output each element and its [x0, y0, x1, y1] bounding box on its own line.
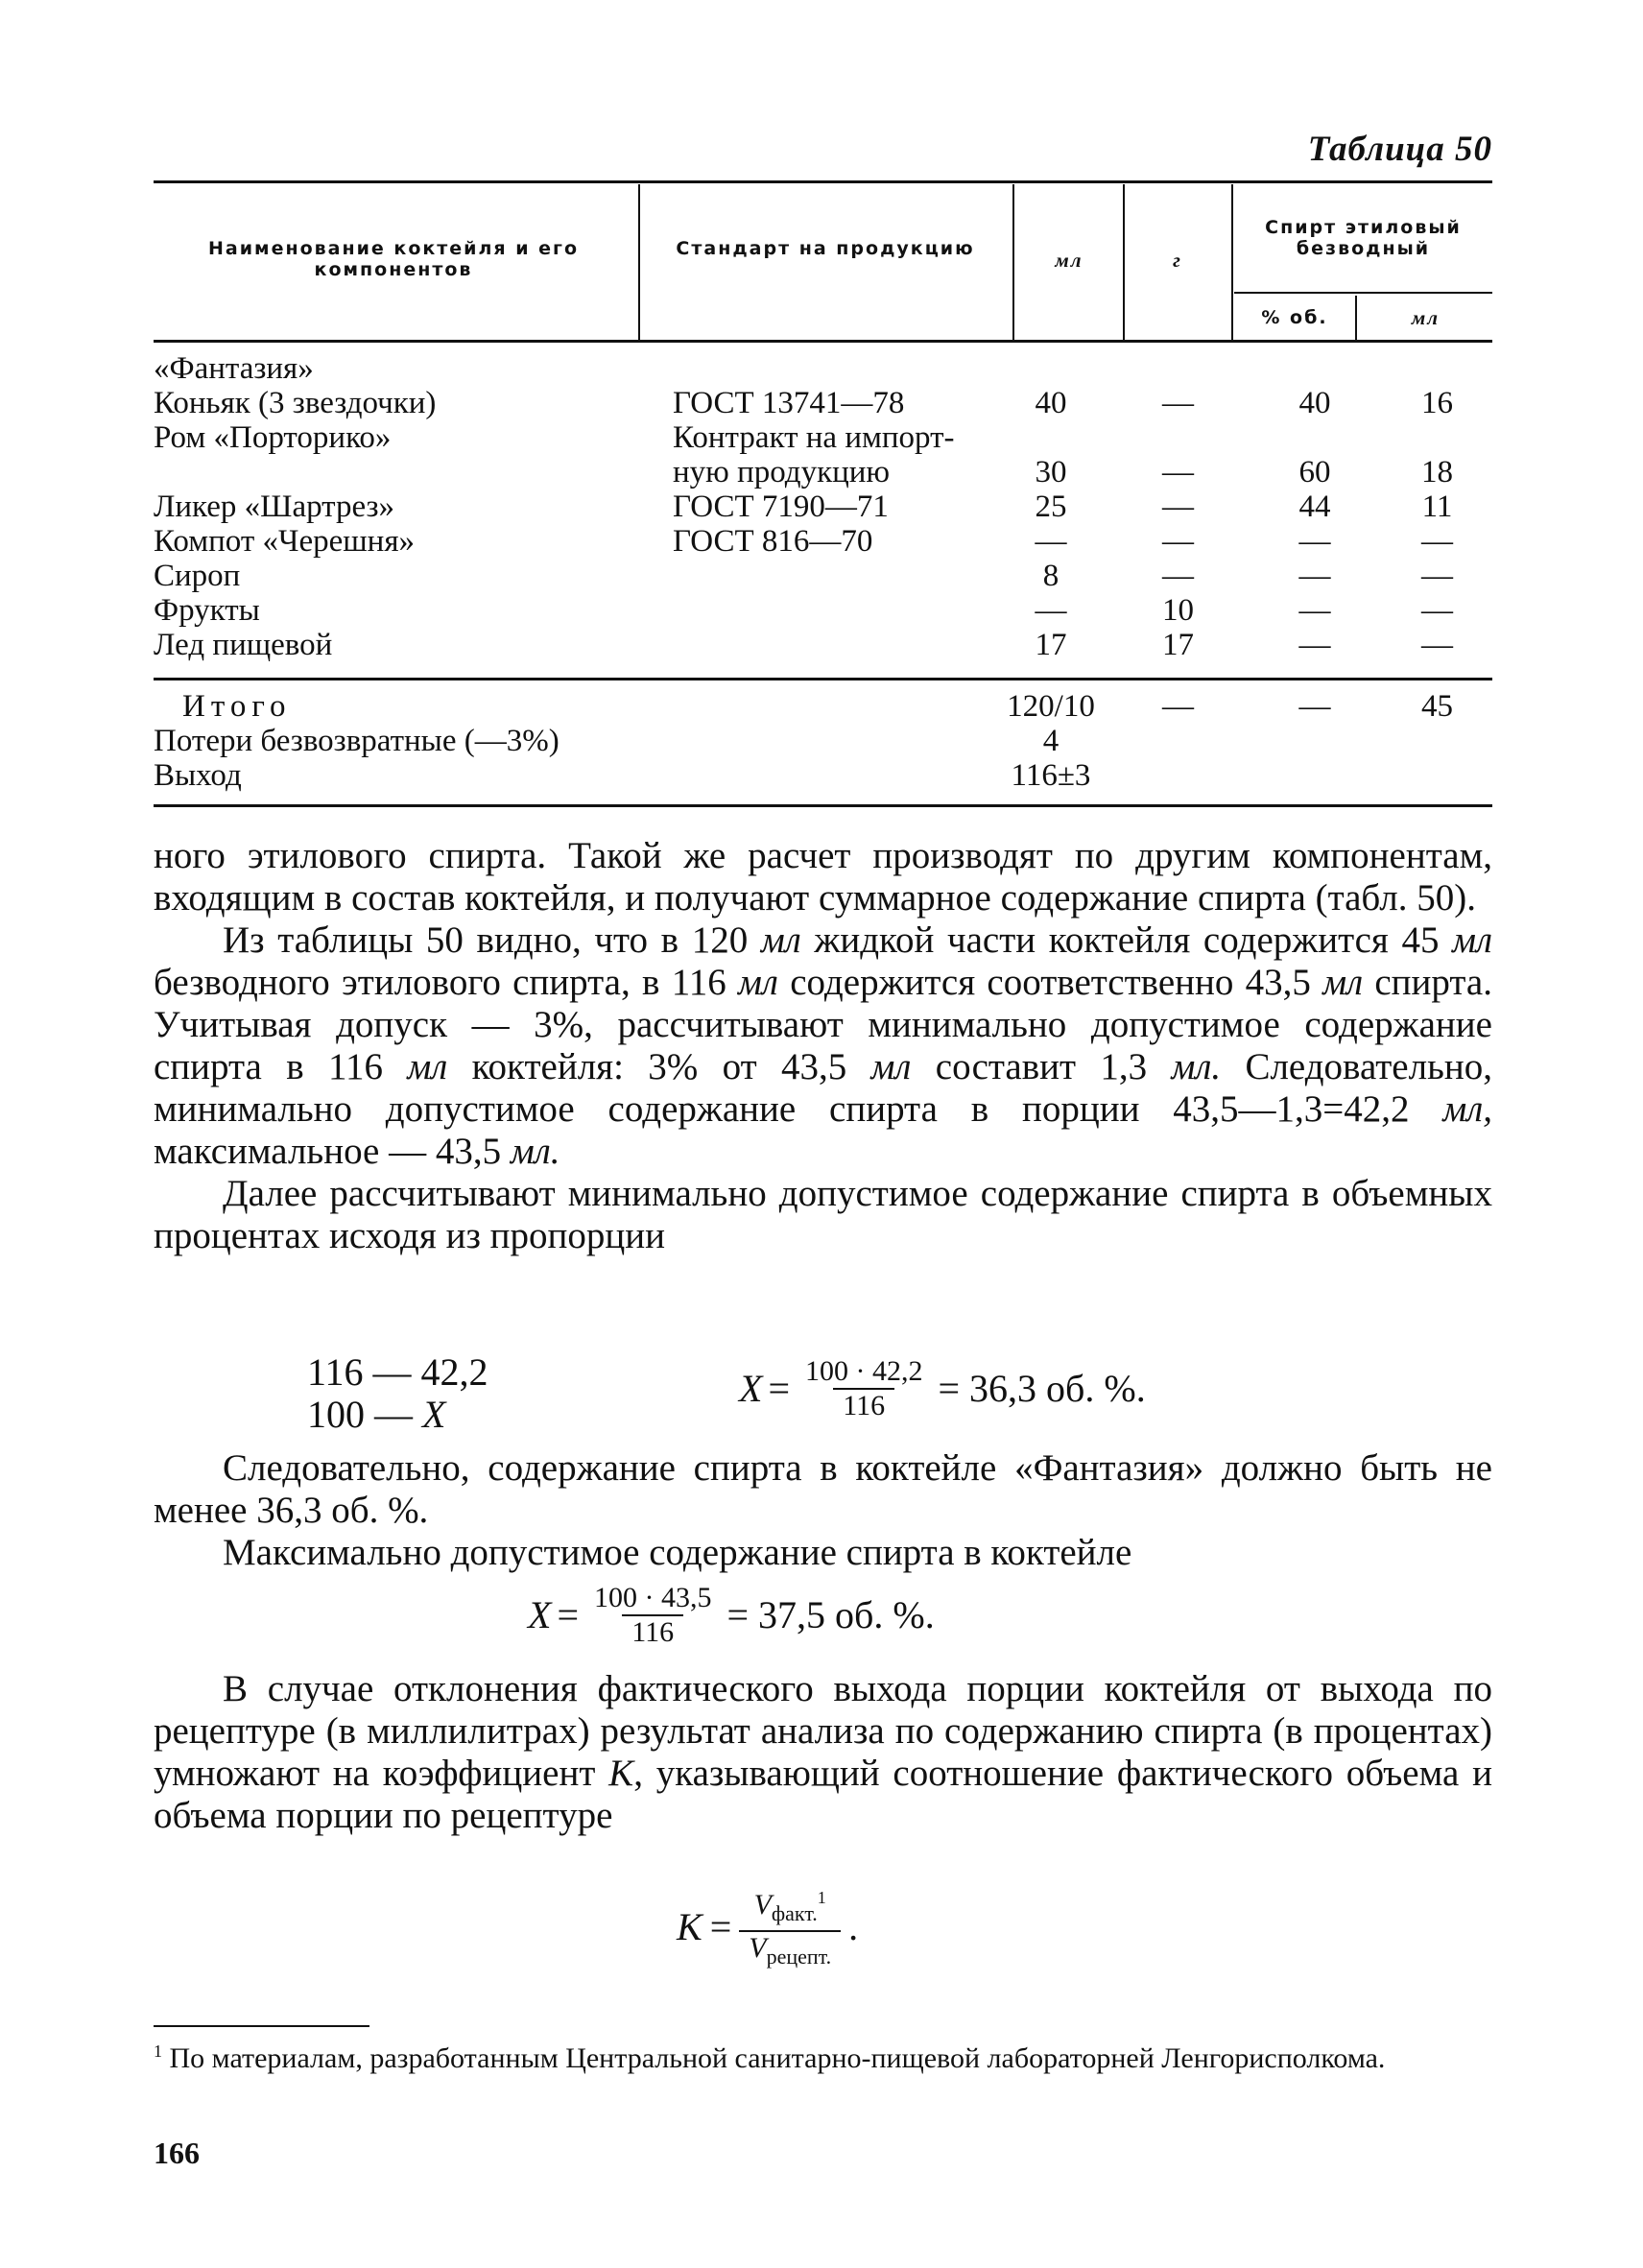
volume-symbol: V	[753, 1889, 772, 1921]
cell-standard: ную продукцию	[673, 455, 891, 489]
text-run: спирта. Учитывая допуск — 3%, рассчитывают минимально допустимое содержание спирта в 116	[154, 962, 1492, 1087]
unit-ml: мл,	[1442, 1088, 1492, 1130]
cell-spirit-pct: 60	[1298, 455, 1331, 489]
cell-name: Ликер «Шартрез»	[154, 489, 395, 524]
unit-ml: мл	[760, 919, 801, 961]
formula-result: = 36,3 об. %.	[938, 1367, 1146, 1410]
cell-name: Коньяк (3 звездочки)	[154, 386, 437, 420]
numerator	[745, 1881, 836, 1930]
cell-ml: 25	[1035, 489, 1067, 524]
footnote	[154, 2033, 1492, 2077]
header-ml: мл	[1055, 249, 1083, 272]
header-name: Наименование коктейля и его компонентов	[208, 238, 579, 280]
cell-spirit-ml: —	[1421, 524, 1453, 559]
variable-x: X	[528, 1593, 552, 1636]
body-text-2	[154, 1447, 1492, 1574]
footnote-mark: 1	[817, 1888, 826, 1907]
footnote-rule	[154, 2025, 369, 2027]
volume-symbol: V	[749, 1932, 767, 1964]
cell-ml: 40	[1035, 386, 1067, 420]
table-row	[154, 524, 1492, 559]
fraction	[739, 1881, 841, 1973]
equals-sign: =	[768, 1367, 790, 1410]
cell-spirit-pct: 40	[1298, 386, 1331, 420]
cell-spirit-pct: 44	[1298, 489, 1331, 524]
cell-standard: ГОСТ 816—70	[673, 524, 873, 559]
cell-ml: 120/10	[1007, 689, 1095, 724]
cell-spirit-ml: —	[1421, 593, 1453, 628]
denominator: 116	[622, 1614, 683, 1649]
cell-spirit-ml: 16	[1421, 386, 1453, 420]
cell-name: Сироп	[154, 559, 241, 593]
formula-min	[739, 1355, 1146, 1422]
header-divider	[638, 184, 640, 340]
body-text-3	[154, 1668, 1492, 1837]
paragraph-5: Максимально допустимое содержание спирта в коктейле	[223, 1532, 1132, 1573]
cell-ml: 4	[1042, 724, 1060, 758]
unit-ml: мл	[738, 962, 778, 1003]
cell-name: «Фантазия»	[154, 351, 314, 386]
text-run: максимальное — 43,5	[154, 1131, 511, 1172]
unit-ml: мл	[1322, 962, 1364, 1003]
cell-spirit-pct: —	[1298, 593, 1331, 628]
proportion-line-2	[307, 1394, 445, 1436]
table-row	[154, 420, 1492, 455]
cell-spirit-pct: —	[1298, 628, 1331, 662]
cell-spirit-pct: —	[1298, 689, 1331, 724]
header-sub-rule	[1234, 292, 1492, 294]
paragraph-6	[154, 1668, 1492, 1837]
unit-ml: мл	[870, 1046, 912, 1087]
cell-name: Ром «Порторико»	[154, 420, 392, 455]
unit-ml: мл	[1452, 919, 1492, 961]
cell-name: Фрукты	[154, 593, 260, 628]
cell-spirit-ml: 18	[1421, 455, 1453, 489]
header-bottom-rule	[154, 340, 1492, 343]
variable-x: X	[739, 1367, 763, 1410]
formula-result: = 37,5 об. %.	[726, 1593, 935, 1636]
cell-name: Потери безвозвратные (—3%)	[154, 724, 560, 758]
cell-standard: ГОСТ 13741—78	[673, 386, 905, 420]
header-spirit: Спирт этиловый безводный	[1265, 217, 1462, 259]
totals-row	[154, 689, 1492, 724]
variable-k: K	[677, 1905, 702, 1948]
table-row	[154, 489, 1492, 524]
variable-k: K	[608, 1753, 634, 1794]
table-row	[154, 455, 1492, 489]
totals-row	[154, 758, 1492, 793]
header-spirit-ml: мл	[1411, 306, 1441, 329]
header-spirit-pct: % об.	[1261, 307, 1328, 328]
equals-sign: =	[709, 1905, 732, 1948]
formula-k	[677, 1881, 858, 1973]
cell-spirit-ml: 11	[1421, 489, 1453, 524]
header-divider	[1355, 296, 1357, 340]
paragraph-2	[154, 919, 1492, 1173]
subscript: факт.	[771, 1901, 818, 1925]
cell-ml: 17	[1035, 628, 1067, 662]
text-run: жидкой части коктейля содержится 45	[800, 919, 1453, 961]
equals-sign: =	[557, 1593, 579, 1636]
unit-ml: мл	[407, 1046, 448, 1087]
text-run: безводного этилового спирта, в 116	[154, 962, 739, 1003]
table-caption: Таблица 50	[1307, 130, 1492, 169]
cell-spirit-ml: 45	[1421, 689, 1453, 724]
cell-standard: ГОСТ 7190—71	[673, 489, 889, 524]
header-standard: Стандарт на продукцию	[676, 238, 975, 259]
page-number: 166	[154, 2136, 200, 2170]
text-run: 100 —	[307, 1393, 422, 1436]
footnote-mark: 1	[154, 2041, 162, 2061]
cell-standard: Контракт на импорт-	[673, 420, 955, 455]
body-text	[154, 835, 1492, 1257]
totals-rule	[154, 678, 1492, 680]
cell-g: 10	[1162, 593, 1194, 628]
paragraph-4: Следовательно, содержание спирта в коктейле «Фантазия» должно быть не менее 36,3 об. %.	[154, 1447, 1492, 1531]
cell-spirit-ml: —	[1421, 559, 1453, 593]
denominator: 116	[833, 1388, 894, 1422]
table-row	[154, 559, 1492, 593]
subscript: рецепт.	[766, 1945, 832, 1969]
fraction	[584, 1582, 722, 1649]
cell-name: Итого	[182, 689, 292, 724]
totals-row	[154, 724, 1492, 758]
paragraph-3: Далее рассчитывают минимально допустимое содержание спирта в объемных процентах исходя из пропорции	[154, 1173, 1492, 1256]
formula-end: .	[848, 1905, 859, 1948]
cell-spirit-ml: —	[1421, 628, 1453, 662]
text-run: В случае отклонения фактического выхода порции коктейля от выхода по рецептуре (в миллилитрах) результат анализа по содержанию спирта (в процентах) умножают на коэффициент	[154, 1668, 1492, 1794]
cell-ml: 30	[1035, 455, 1067, 489]
paragraph-1: ного этилового спирта. Такой же расчет производят по другим компонентам, входящим в состав коктейля, и получают суммарное содержание спирта (табл. 50).	[154, 835, 1492, 919]
cell-name: Выход	[154, 758, 242, 793]
table-row	[154, 593, 1492, 628]
footnote-text: По материалам, разработанным Центральной санитарно-пищевой лабораторней Ленгорисполкома.	[169, 2042, 1386, 2074]
header-g: г	[1173, 249, 1182, 272]
fraction	[796, 1355, 933, 1422]
table-row	[154, 386, 1492, 420]
header-divider	[1231, 184, 1233, 340]
table-row	[154, 628, 1492, 662]
cell-ml: —	[1035, 593, 1067, 628]
formula-max	[528, 1582, 935, 1649]
numerator: 100 · 42,2	[805, 1355, 923, 1387]
text-run: коктейля: 3% от 43,5	[447, 1046, 871, 1087]
cell-g: —	[1162, 524, 1194, 559]
cell-ml: 8	[1042, 559, 1060, 593]
cell-g: —	[1162, 559, 1194, 593]
cell-spirit-pct: —	[1298, 524, 1331, 559]
cell-g: —	[1162, 489, 1194, 524]
cell-g: —	[1162, 689, 1194, 724]
text-run: , указывающий соотношение фактического объема и объема порции по рецептуре	[154, 1753, 1492, 1836]
text-run: содержится соответственно 43,5	[777, 962, 1323, 1003]
cell-spirit-pct: —	[1298, 559, 1331, 593]
cell-g: —	[1162, 386, 1194, 420]
table-top-rule	[154, 180, 1492, 183]
cell-ml: —	[1035, 524, 1067, 559]
table-row	[154, 351, 1492, 386]
text-run: Из таблицы 50 видно, что в 120	[223, 919, 761, 961]
cell-name: Лед пищевой	[154, 628, 333, 662]
header-divider	[1012, 184, 1014, 340]
unit-ml: мл.	[1171, 1046, 1222, 1087]
cell-g: 17	[1162, 628, 1194, 662]
variable-x: X	[422, 1393, 446, 1436]
book-page	[154, 0, 1492, 2268]
cell-ml: 116±3	[1011, 758, 1091, 793]
cell-name: Компот «Черешня»	[154, 524, 416, 559]
table-bottom-rule	[154, 804, 1492, 807]
unit-ml: мл.	[510, 1131, 560, 1172]
text-run: составит 1,3	[911, 1046, 1172, 1087]
proportion-line-1: 116 — 42,2	[307, 1350, 488, 1394]
denominator	[739, 1930, 841, 1973]
text-run: Следовательно, минимально допустимое содержание спирта в порции 43,5—1,3=42,2	[154, 1046, 1492, 1130]
cell-g: —	[1162, 455, 1194, 489]
numerator: 100 · 43,5	[594, 1582, 712, 1613]
